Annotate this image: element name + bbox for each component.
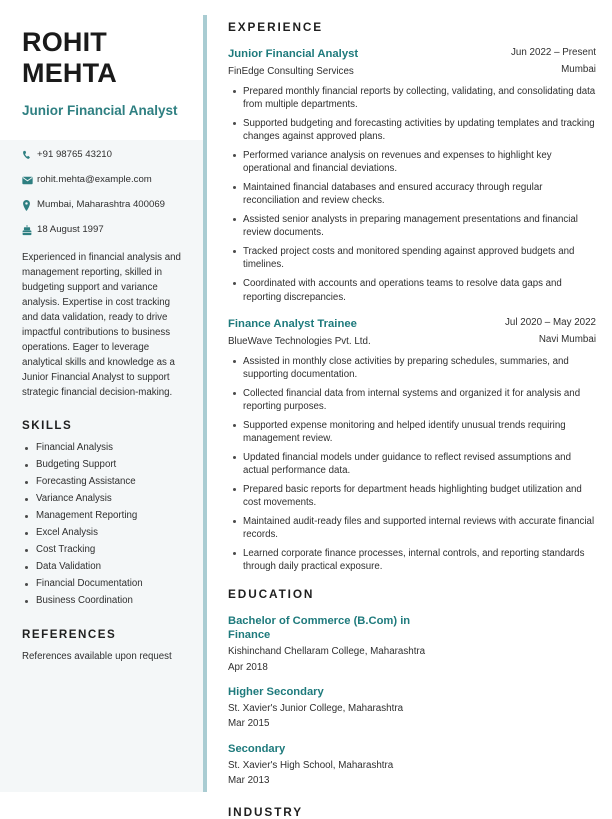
skill-item: Cost Tracking [22, 543, 187, 558]
experience-entry-header [228, 317, 596, 348]
skill-item: Business Coordination [22, 594, 187, 609]
map-pin-icon [22, 199, 37, 212]
experience-heading: EXPERIENCE [228, 20, 324, 34]
education-degree: Higher Secondary [228, 685, 324, 698]
skills-list [22, 441, 187, 609]
education-entry [228, 614, 596, 674]
job-bullet: Supported budgeting and forecasting activities by updating templates and tracking changes against approved plans. [228, 117, 596, 144]
contact-item-email [22, 173, 187, 187]
education-date: Mar 2013 [228, 775, 270, 787]
skill-item: Forecasting Assistance [22, 475, 187, 490]
experience-entry [228, 47, 596, 304]
contact-location-value: Mumbai, Maharashtra 400069 [37, 198, 165, 210]
job-bullet-list [228, 85, 596, 304]
envelope-icon [22, 174, 37, 187]
education-entry [228, 685, 596, 731]
references-text: References available upon request [22, 650, 172, 662]
experience-entry-left [228, 47, 511, 78]
job-bullet-list [228, 355, 596, 574]
contact-item-phone [22, 148, 187, 162]
references-heading: REFERENCES [22, 627, 117, 641]
skill-item: Budgeting Support [22, 458, 187, 473]
job-bullet: Assisted senior analysts in preparing management presentations and financial review documents. [228, 213, 596, 240]
job-bullet: Performed variance analysis on revenues and expenses to highlight key operational and financial deviations. [228, 149, 596, 176]
skill-item: Management Reporting [22, 509, 187, 524]
education-section [228, 587, 596, 788]
skill-item: Data Validation [22, 560, 187, 575]
company-name: FinEdge Consulting Services [228, 65, 354, 77]
job-title: Junior Financial Analyst [228, 48, 359, 60]
job-bullet: Coordinated with accounts and operations teams to resolve data gaps and reporting discrepancies. [228, 277, 596, 304]
job-title: Finance Analyst Trainee [228, 317, 357, 330]
experience-entry-left [228, 317, 505, 348]
sidebar-divider [203, 15, 207, 792]
industry-section [228, 805, 596, 819]
main-column [228, 0, 596, 819]
skill-item: Financial Analysis [22, 441, 187, 456]
sidebar [0, 0, 207, 792]
company-name: BlueWave Technologies Pvt. Ltd. [228, 335, 371, 347]
experience-entry-right [505, 317, 596, 346]
experience-entry [228, 317, 596, 574]
education-degree: Bachelor of Commerce (B.Com) in Finance [228, 614, 411, 641]
job-bullet: Prepared basic reports for department heads highlighting budget utilization and cost movements. [228, 483, 596, 510]
candidate-role-title: Junior Financial Analyst [22, 102, 178, 118]
skills-heading: SKILLS [22, 418, 73, 432]
job-bullet: Learned corporate finance processes, internal controls, and reporting standards through daily practical exposure. [228, 547, 596, 574]
job-bullet: Prepared monthly financial reports by collecting, validating, and consolidating data from multiple departments. [228, 85, 596, 112]
education-degree: Secondary [228, 742, 286, 755]
experience-entry-right [511, 47, 596, 76]
job-location: Navi Mumbai [538, 333, 596, 345]
experience-entry-header [228, 47, 596, 78]
education-school: St. Xavier's Junior College, Maharashtra [228, 703, 404, 715]
job-bullet: Tracked project costs and monitored spending against approved budgets and timelines. [228, 245, 596, 272]
education-date: Apr 2018 [228, 661, 268, 673]
industry-heading: INDUSTRY [228, 805, 304, 819]
contact-phone-value: +91 98765 43210 [37, 148, 112, 160]
job-dates: Jul 2020 – May 2022 [505, 316, 596, 328]
job-bullet: Updated financial models under guidance to reflect revised assumptions and actual performance data. [228, 451, 596, 478]
cake-icon [22, 224, 37, 237]
contact-item-location [22, 198, 187, 212]
education-entry [228, 742, 596, 788]
job-dates: Jun 2022 – Present [511, 47, 596, 58]
candidate-last-name: MEHTA [22, 58, 117, 89]
profile-summary: Experienced in financial analysis and management reporting, skilled in budgeting support and variance analysis. Expertise in cost tracking and data validation, ready to drive impactful contributions to business operations. Eager to leverage analytical skills and knowledge as a Junior Financial Analyst to support strategic financial decision-making. [22, 251, 181, 398]
contact-email-value: rohit.mehta@example.com [37, 173, 152, 185]
skill-item: Variance Analysis [22, 492, 187, 507]
education-heading: EDUCATION [228, 586, 315, 601]
education-list [228, 614, 596, 788]
job-bullet: Maintained financial databases and ensured accuracy through regular reconciliation and review checks. [228, 181, 596, 208]
job-bullet: Supported expense monitoring and helped identify unusual trends requiring management review. [228, 419, 596, 446]
job-bullet: Collected financial data from internal systems and organized it for analysis and reporting purposes. [228, 387, 596, 414]
education-school: Kishinchand Chellaram College, Maharashtra [228, 646, 426, 658]
experience-list [228, 47, 596, 574]
contact-list [22, 148, 187, 237]
contact-birthdate-value: 18 August 1997 [37, 223, 104, 235]
contact-item-birthdate [22, 223, 187, 237]
candidate-first-name: ROHIT [22, 27, 107, 57]
job-location: Mumbai [561, 63, 596, 75]
job-bullet: Maintained audit-ready files and supported internal reviews with accurate financial records. [228, 515, 596, 542]
job-bullet: Assisted in monthly close activities by preparing schedules, summaries, and supporting documentation. [228, 355, 596, 382]
education-date: Mar 2015 [228, 718, 270, 730]
skill-item: Financial Documentation [22, 577, 187, 592]
skill-item: Excel Analysis [22, 526, 187, 541]
education-school: St. Xavier's High School, Maharashtra [228, 759, 394, 771]
phone-icon [22, 149, 37, 162]
